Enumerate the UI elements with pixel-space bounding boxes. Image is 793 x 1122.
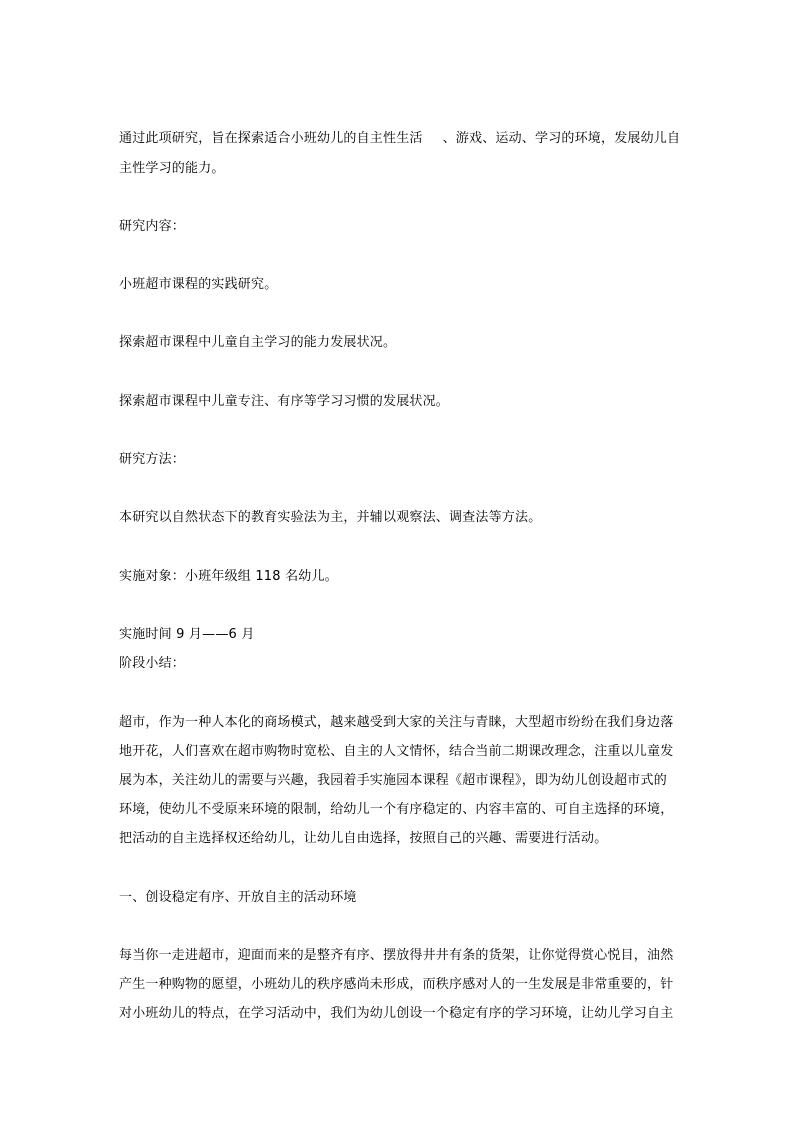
text-segment: 、游戏、运动、学习的环境，发展幼儿自	[442, 131, 681, 146]
research-item-3: 探索超市课程中儿童专注、有序等学习习惯的发展状况。	[119, 394, 450, 409]
implementation-subjects: 实施对象：小班年级组 118 名幼儿。	[119, 569, 338, 584]
supermarket-paragraph-line-1: 超市，作为一种人本化的商场模式，越来越受到大家的关注与青睐，大型超市纷纷在我们身边落	[119, 715, 674, 730]
research-item-2: 探索超市课程中儿童自主学习的能力发展状况。	[119, 335, 397, 350]
heading-research-method: 研究方法：	[119, 452, 186, 467]
environment-paragraph-line-3: 对小班幼儿的特点，在学习活动中，我们为幼儿创设一个稳定有序的学习环境，让幼儿学习自主	[119, 1006, 674, 1021]
environment-paragraph-line-2: 产生一种购物的愿望，小班幼儿的秩序感尚未形成，而秩序感对人的一生发展是非常重要的，针	[119, 977, 674, 992]
paragraph-intro-line-1	[119, 131, 679, 147]
research-method-text: 本研究以自然状态下的教育实验法为主，并辅以观察法、调查法等方法。	[119, 510, 542, 525]
environment-paragraph-line-1: 每当你一走进超市，迎面而来的是整齐有序、摆放得井井有条的货架，让你觉得赏心悦目，油然	[119, 948, 674, 963]
supermarket-paragraph-line-2: 地开花，人们喜欢在超市购物时宽松、自主的人文情怀，结合当前二期课改理念，注重以儿童发	[119, 744, 674, 759]
research-item-1: 小班超市课程的实践研究。	[119, 277, 278, 292]
supermarket-paragraph-line-3: 展为本，关注幼儿的需要与兴趣，我园着手实施园本课程《超市课程》，即为幼儿创设超市式的	[119, 773, 667, 788]
supermarket-paragraph-line-5: 把活动的自主选择权还给幼儿，让幼儿自由选择，按照自己的兴趣、需要进行活动。	[119, 831, 608, 846]
implementation-time: 实施时间 9 月——6 月	[119, 627, 255, 642]
heading-stage-summary: 阶段小结：	[119, 656, 186, 671]
paragraph-intro-line-2: 主性学习的能力。	[119, 161, 225, 176]
text-segment: 通过此项研究，旨在探索适合小班幼儿的自主性生活	[119, 131, 423, 146]
heading-research-content: 研究内容：	[119, 219, 186, 234]
supermarket-paragraph-line-4: 环境，使幼儿不受原来环境的限制，给幼儿一个有序稳定的、内容丰富的、可自主选择的环境，	[119, 802, 674, 817]
section-heading-1: 一、创设稳定有序、开放自主的活动环境	[119, 890, 357, 905]
